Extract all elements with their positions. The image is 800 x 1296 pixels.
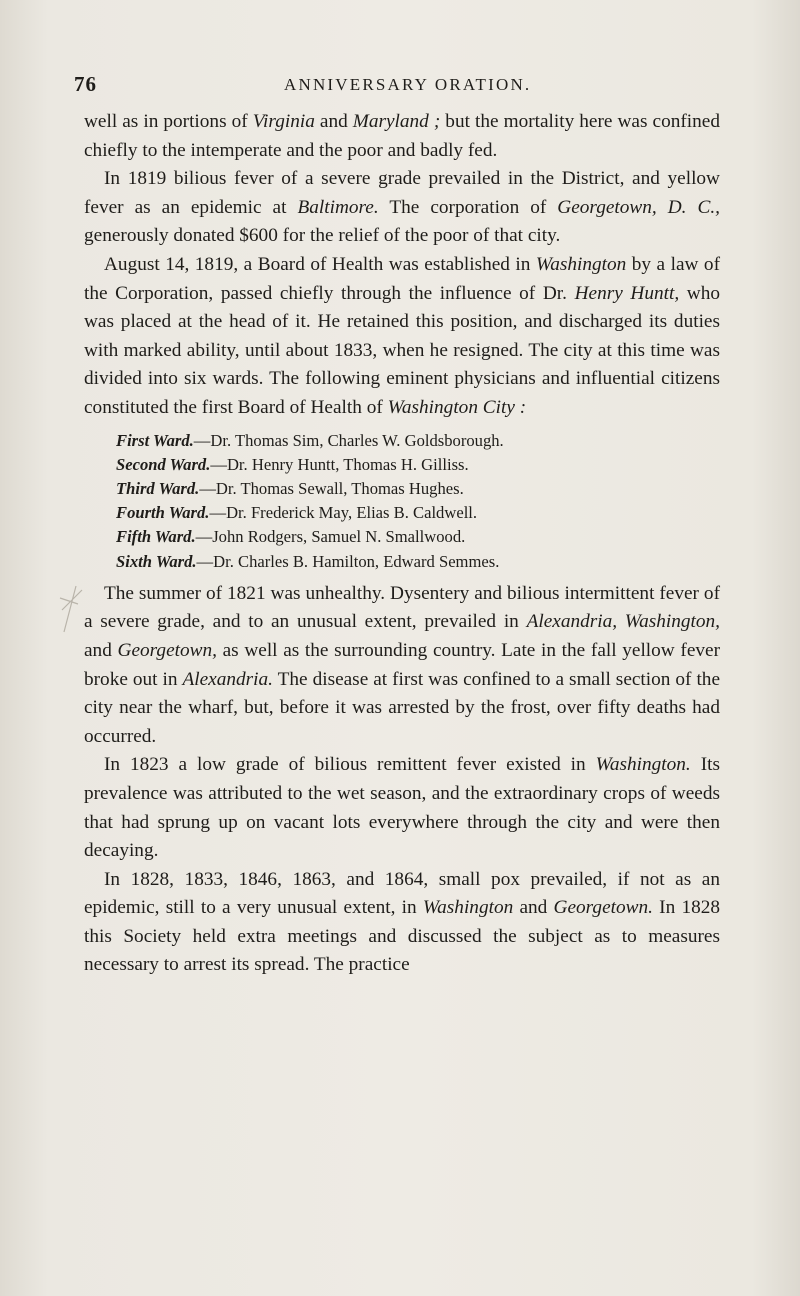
text-run: and [513, 897, 554, 919]
paragraph-1823-fever [84, 751, 720, 865]
ward-members: —Dr. Thomas Sim, Charles W. Goldsborough. [193, 430, 504, 450]
ward-entry [116, 501, 720, 525]
ward-label: Third Ward. [116, 478, 200, 498]
paragraph-board-of-health [84, 251, 720, 423]
ward-label: Second Ward. [116, 454, 211, 474]
place-name: Georgetown, [117, 639, 217, 661]
text-run: but the mortality here was confined chiefly to the intemperate and the poor and badly fed. [84, 111, 720, 161]
text-run: August 14, 1819, a Board of Health was established in [104, 253, 536, 275]
page-header [74, 72, 724, 102]
running-head: ANNIVERSARY ORATION. [284, 75, 532, 94]
text-run: In 1828 this Society held extra meetings and discussed the subject as to measures necessary to arrest its spread. The practice [84, 897, 721, 976]
body-text [84, 108, 720, 980]
ward-members: —Dr. Henry Huntt, Thomas H. Gilliss. [210, 454, 469, 474]
place-name: Washington City : [387, 396, 527, 418]
text-run: The corporation of [378, 196, 558, 218]
page-number: 76 [74, 72, 97, 96]
ward-entry [116, 477, 720, 501]
paragraph-small-pox [84, 866, 720, 980]
ward-entry [116, 429, 720, 453]
text-run: well as in portions of [84, 111, 253, 132]
ward-entry [116, 550, 720, 574]
ward-members: —Dr. Charles B. Hamilton, Edward Semmes. [196, 551, 500, 571]
text-run: who was placed at the head of it. He retained this position, and discharged its duties with marked ability, until about 1833, when he resigned. The city at this time was divided into six wards. The following eminent physicians and influential citizens constituted the first Board of Health of [84, 282, 720, 418]
person-name: Henry Huntt, [574, 282, 680, 304]
place-name: Virginia [252, 111, 315, 132]
text-run: by a law of the Corporation, passed chiefly through the influence of Dr. [84, 253, 720, 304]
ward-members: —Dr. Frederick May, Elias B. Caldwell. [209, 503, 478, 523]
paragraph-continuation [84, 108, 720, 165]
text-run: and [84, 639, 118, 661]
place-name: Maryland ; [352, 111, 441, 132]
ward-entry [116, 525, 720, 549]
place-name: Washington. [595, 754, 691, 776]
ward-label: Fourth Ward. [116, 503, 210, 523]
ward-label: First Ward. [116, 430, 194, 450]
place-name: Georgetown, D. C., [557, 196, 720, 218]
text-run: The summer of 1821 was unhealthy. Dysentery and bilious intermittent fever of a severe grade, and to an unusual extent, prevailed in [84, 582, 720, 633]
text-run: In 1828, 1833, 1846, 1863, and 1864, small pox prevailed, if not as an epidemic, still to a very unusual extent, in [84, 868, 720, 919]
text-run: generously donated $600 for the relief of the poor of that city. [84, 225, 561, 247]
place-name: Washington [535, 253, 627, 275]
paragraph-1821-summer [84, 580, 720, 752]
place-name: Georgetown. [553, 897, 653, 919]
ward-entry [116, 453, 720, 477]
place-name: Alexandria. [182, 668, 273, 690]
text-run: as well as the surrounding country. Late in the fall yellow fever broke out in [84, 639, 720, 690]
ward-label: Fifth Ward. [116, 527, 196, 547]
place-name: Alexandria, Washington, [526, 611, 720, 633]
place-name: Washington [422, 897, 514, 919]
ward-list [116, 429, 720, 574]
ward-members: —John Rodgers, Samuel N. Smallwood. [195, 527, 466, 547]
pencil-mark [56, 584, 86, 634]
ward-label: Sixth Ward. [116, 551, 197, 571]
text-run: In 1823 a low grade of bilious remittent fever existed in [104, 754, 596, 776]
text-run: In 1819 bilious fever of a severe grade prevailed in the District, and yellow fever as an epidemic at [84, 168, 720, 218]
ward-members: —Dr. Thomas Sewall, Thomas Hughes. [199, 478, 464, 498]
text-run: The disease at first was confined to a small section of the city near the wharf, but, before it was arrested by the frost, over fifty deaths had occurred. [84, 668, 720, 747]
paragraph-1819-fever [84, 165, 720, 251]
text-run: Its prevalence was attributed to the wet season, and the extraordinary crops of weeds that had sprung up on vacant lots everywhere through the city and were then decaying. [84, 754, 720, 862]
place-name: Baltimore. [297, 196, 379, 218]
text-run: and [314, 111, 353, 132]
